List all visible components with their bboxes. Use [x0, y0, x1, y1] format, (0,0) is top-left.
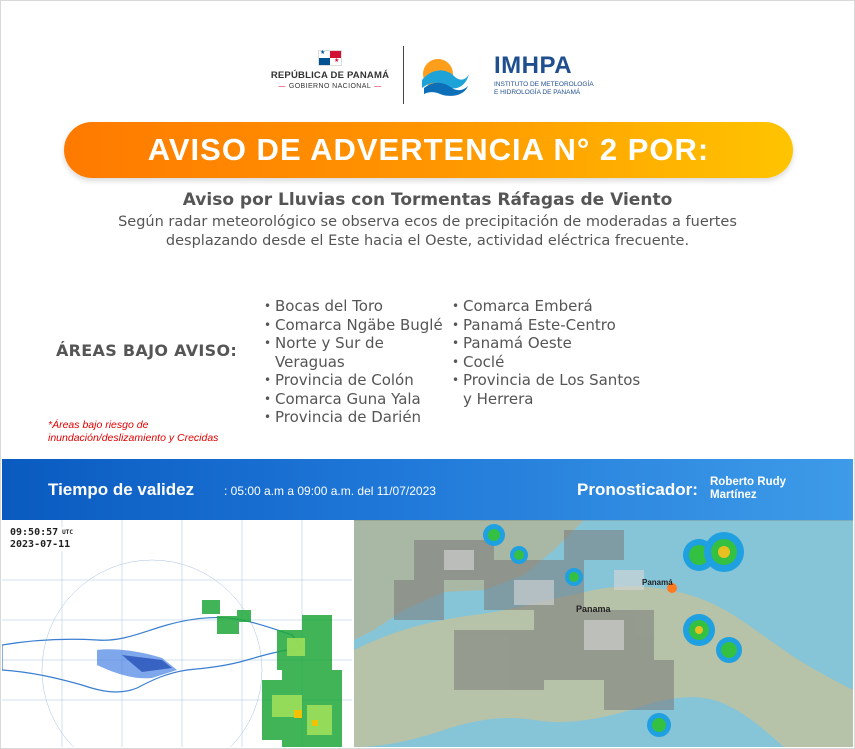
validity-value: : 05:00 a.m a 09:00 a.m. del 11/07/2023	[224, 484, 436, 498]
list-item: • Coclé	[452, 353, 652, 372]
forecaster-label: Pronosticador:	[577, 480, 698, 499]
validity-strip	[2, 459, 853, 520]
list-item: • Provincia de Darién	[264, 408, 454, 427]
list-item: • Bocas del Toro	[264, 297, 454, 316]
alert-description: Según radar meteorológico se observa ecos de precipitación de moderadas a fuertes desplazando desde el Este hacia el Oeste, actividad eléctrica frecuente.	[118, 214, 737, 249]
government-subtitle: — GOBIERNO NACIONAL —	[268, 83, 392, 90]
map-label-city: Panamá	[642, 578, 673, 587]
list-item: • Norte y Sur de Veraguas	[264, 334, 454, 371]
list-item: • Comarca Guna Yala	[264, 390, 454, 409]
satellite-map	[354, 520, 853, 747]
government-logo	[268, 50, 392, 90]
list-item: • Panamá Este-Centro	[452, 316, 652, 335]
header	[0, 44, 855, 108]
warning-banner	[64, 122, 793, 178]
list-item: • Panamá Oeste	[452, 334, 652, 353]
risk-note-line-1: Áreas bajo riesgo de	[52, 419, 149, 431]
areas-list-column-1	[264, 297, 454, 427]
radar-map-image	[2, 520, 352, 747]
warning-banner-title: AVISO DE ADVERTENCIA N° 2 POR:	[147, 132, 710, 167]
satellite-map-image	[354, 520, 853, 747]
list-item: • Provincia de Los Santos y Herrera	[452, 371, 652, 408]
areas-label: ÁREAS BAJO AVISO:	[56, 341, 238, 360]
risk-note-mark: *	[48, 419, 53, 431]
list-item: • Provincia de Colón	[264, 371, 454, 390]
list-item: • Comarca Ngäbe Buglé	[264, 316, 454, 335]
risk-note	[48, 419, 218, 445]
radar-map	[2, 520, 352, 747]
header-divider	[403, 46, 404, 104]
forecaster-name: Roberto Rudy Martínez	[710, 476, 787, 501]
risk-note-line-2: inundación/deslizamiento y Crecidas	[48, 432, 219, 444]
alert-subtitle: Aviso por Lluvias con Tormentas Ráfagas de Viento	[182, 190, 673, 210]
org-full-name: INSTITUTO DE METEOROLOGÍA E HIDROLOGÍA DE PANAMÁ	[494, 81, 594, 96]
radar-timestamp: 09:50:57 $^{UTC}$ 2023-07-11	[10, 527, 74, 550]
validity-label: Tiempo de validez	[48, 480, 195, 499]
imhpa-logo-icon	[420, 54, 470, 98]
areas-list-column-2	[452, 297, 652, 408]
org-name: IMHPA	[494, 52, 573, 79]
government-title: REPÚBLICA DE PANAMÁ	[270, 70, 390, 81]
list-item: • Comarca Emberá	[452, 297, 652, 316]
map-label-country: Panama	[576, 604, 611, 614]
panama-flag-icon: ★ ★	[318, 50, 342, 66]
